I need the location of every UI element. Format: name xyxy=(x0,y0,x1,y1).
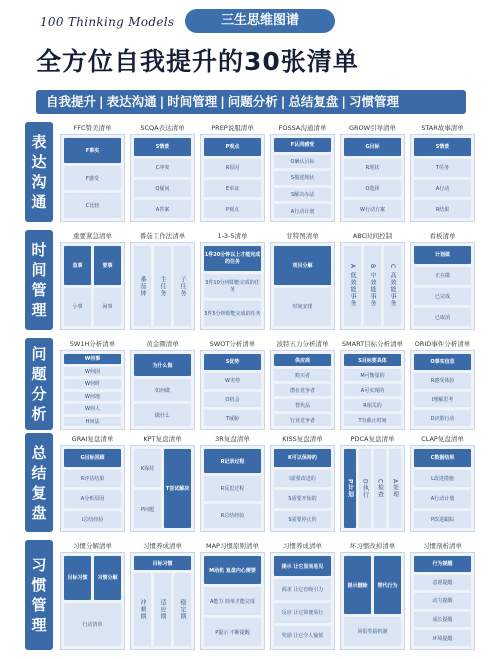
list-item: O机会 xyxy=(204,392,261,408)
card-body xyxy=(410,445,475,532)
card-title: 习惯分解清单 xyxy=(73,542,112,550)
list-item: A能力 简单才能完成 xyxy=(204,587,261,615)
checklist-card xyxy=(340,230,405,330)
cards-grid xyxy=(60,122,475,222)
card-title: 重要紧急清单 xyxy=(73,232,112,240)
section-2 xyxy=(25,338,475,430)
list-item: S需要开始的 xyxy=(274,490,331,508)
list-item: R评估结果 xyxy=(64,470,121,488)
card-body xyxy=(200,134,265,222)
card-body xyxy=(340,350,405,430)
card-column xyxy=(134,449,161,528)
card-body xyxy=(60,134,125,222)
checklist-card xyxy=(200,540,265,650)
list-item: 替代行为 xyxy=(374,556,401,614)
banner-item: 总结复盘 xyxy=(288,94,339,109)
section-label-char: 问 xyxy=(31,345,47,363)
list-item: 时间安排 xyxy=(274,288,331,327)
page-title: 全方位自我提升的30张清单 xyxy=(36,47,359,76)
card-body xyxy=(270,134,335,222)
checklist-card xyxy=(340,540,405,650)
cards-grid xyxy=(60,338,475,430)
list-item: P计划 xyxy=(344,449,356,528)
section-label-char: 分 xyxy=(31,385,47,403)
section-label-char: 理 xyxy=(31,301,47,319)
list-item: R结果 xyxy=(414,200,471,218)
card-row xyxy=(64,246,121,285)
list-item: 稳定期 xyxy=(174,573,191,646)
list-item: W何事 xyxy=(64,354,121,364)
list-item: 行为提醒 xyxy=(414,556,471,572)
section-label-char: 题 xyxy=(31,365,47,383)
section-label xyxy=(25,540,53,650)
section-3 xyxy=(25,433,475,532)
list-item: C 高效能事务 xyxy=(384,246,401,326)
section-label-char: 管 xyxy=(31,281,47,299)
list-item: M动机 复盘内心需要 xyxy=(204,556,261,584)
card-row xyxy=(344,449,401,528)
list-item: 子任务 xyxy=(174,246,191,326)
list-item: C检查 xyxy=(374,449,386,528)
checklist-card xyxy=(200,338,265,430)
section-label xyxy=(25,230,53,330)
list-item: W何地 xyxy=(64,392,121,402)
card-title: GRAI复盘清单 xyxy=(71,435,114,443)
category-banner xyxy=(36,90,466,114)
card-title: SMART目标分析清单 xyxy=(341,340,404,348)
list-item: T威胁 xyxy=(204,410,261,426)
list-item: P提示 不断提醒 xyxy=(204,618,261,646)
list-item: Q疑问 xyxy=(134,180,191,198)
list-item: G目标回顾 xyxy=(64,449,121,467)
card-body xyxy=(340,134,405,222)
list-item: R原因 xyxy=(204,159,261,177)
card-title: 黄金圈清单 xyxy=(146,340,179,348)
section-label-char: 沟 xyxy=(31,173,47,191)
card-title: 看板清单 xyxy=(429,232,456,240)
card-title: 习惯养成清单 xyxy=(283,542,322,550)
banner-separator: | xyxy=(99,94,104,109)
list-item: 闲事 xyxy=(94,288,121,327)
card-title: 习惯养成清单 xyxy=(143,542,182,550)
list-item: 提示删除 xyxy=(344,556,371,614)
card-body xyxy=(60,242,125,330)
card-title: 5W1H分析清单 xyxy=(69,340,116,348)
list-item: R感受体验 xyxy=(414,373,471,389)
section-label-char: 析 xyxy=(31,405,47,423)
card-title: PDCA复盘清单 xyxy=(350,435,395,443)
banner-item: 时间管理 xyxy=(167,94,218,109)
card-title: 1-3-5清单 xyxy=(217,232,248,240)
list-item: W劣势 xyxy=(204,373,261,389)
checklist-card xyxy=(410,433,475,532)
list-item: A行动计划 xyxy=(414,490,471,508)
list-item: 番茄钟 xyxy=(134,246,151,326)
checklist-card xyxy=(410,338,475,430)
list-item: 奖励 让它令人愉悦 xyxy=(274,626,331,646)
list-item: 行动清单 xyxy=(64,603,121,647)
list-item: I总结经验 xyxy=(64,511,121,529)
cards-grid xyxy=(60,433,475,532)
list-item: P观点 xyxy=(204,138,261,156)
banner-separator: | xyxy=(220,94,225,109)
checklist-card xyxy=(60,540,125,650)
card-body xyxy=(200,350,265,430)
list-item: 已完成 xyxy=(414,288,471,306)
list-item: 为什么做 xyxy=(134,354,191,376)
section-label-char: 总 xyxy=(31,443,47,462)
card-title: 坏习惯改掉清单 xyxy=(349,542,396,550)
list-item: R记录过程 xyxy=(204,449,261,473)
list-item: B 中效能事务 xyxy=(364,246,381,326)
list-item: O事实信息 xyxy=(414,354,471,370)
card-title: 甘特图清单 xyxy=(286,232,319,240)
list-item: 目标习惯 xyxy=(134,556,191,570)
list-item: R相关的 xyxy=(344,399,401,411)
banner-separator: | xyxy=(280,94,286,109)
banner-item: 习惯管理 xyxy=(348,94,399,109)
card-title: FFC赞美清单 xyxy=(73,124,112,132)
checklist-card xyxy=(270,230,335,330)
list-item: 5件5分钟即能完成的任务 xyxy=(204,301,261,326)
list-item: 主任务 xyxy=(154,246,171,326)
card-body xyxy=(410,134,475,222)
list-item: S目标要具体 xyxy=(344,354,401,366)
logo: 100 Thinking Models xyxy=(40,15,175,29)
list-item: I理解思考 xyxy=(414,392,471,408)
card-title: PREP说服清单 xyxy=(211,124,254,132)
card-body xyxy=(60,350,125,430)
list-item: 习惯分解 xyxy=(94,556,121,600)
list-item: K可以保持的 xyxy=(274,449,331,467)
card-body xyxy=(200,445,265,532)
list-item: C比较 xyxy=(64,193,121,218)
list-item: 反应 让它简便易行 xyxy=(274,603,331,623)
list-item: D执行 xyxy=(359,449,371,528)
list-item: S解决办法 xyxy=(274,188,331,202)
card-body xyxy=(410,350,475,430)
section-label xyxy=(25,433,53,532)
list-item: 要事 xyxy=(94,246,121,285)
list-item: A 低效能事务 xyxy=(344,246,361,326)
list-item: 1件20分钟以上才能完成的任务 xyxy=(204,246,261,271)
section-1 xyxy=(25,230,475,330)
card-body xyxy=(340,445,405,532)
list-item: S情景 xyxy=(414,138,471,156)
list-item: O选择 xyxy=(344,180,401,198)
card-title: ABC时间控制 xyxy=(352,232,393,240)
list-item: 意愿提醒 xyxy=(414,575,471,591)
banner-separator: | xyxy=(159,94,165,109)
list-item: A可实现的 xyxy=(344,384,401,396)
section-label-char: 结 xyxy=(31,463,47,482)
section-label-char: 表 xyxy=(31,133,47,151)
card-title: 波特五力分析清单 xyxy=(276,340,329,348)
card-body xyxy=(270,350,335,430)
list-item: 供应商 xyxy=(274,354,331,366)
banner-item: 表达沟通 xyxy=(106,94,157,109)
card-body xyxy=(60,552,125,650)
card-title: ORID事件分析清单 xyxy=(414,340,471,348)
card-row xyxy=(344,556,401,614)
card-body xyxy=(410,242,475,330)
list-item: A分析原因 xyxy=(64,490,121,508)
list-item: T尝试解决 xyxy=(164,449,191,528)
list-item: 做什么 xyxy=(134,404,191,426)
card-row xyxy=(64,556,121,600)
card-body xyxy=(200,242,265,330)
list-item: S需要停止的 xyxy=(274,511,331,529)
card-row xyxy=(134,246,191,326)
checklist-card xyxy=(340,338,405,430)
list-item: 行业竞争者 xyxy=(274,414,331,426)
card-title: KPT复盘清单 xyxy=(143,435,182,443)
checklist-card xyxy=(60,338,125,430)
list-item: 3件10分钟即能完成的任务 xyxy=(204,274,261,299)
list-item: 环境提醒 xyxy=(414,630,471,646)
list-item: 正在做 xyxy=(414,267,471,285)
checklist-card xyxy=(130,433,195,532)
list-item: 适应期 xyxy=(154,573,171,646)
list-item: 已取消 xyxy=(414,308,471,326)
section-label-char: 复 xyxy=(31,483,47,502)
checklist-card xyxy=(270,338,335,430)
section-label xyxy=(25,122,53,222)
checklist-card xyxy=(410,122,475,222)
list-item: 急事 xyxy=(64,246,91,285)
checklist-card xyxy=(200,122,265,222)
checklist-card xyxy=(130,540,195,650)
card-title: 习惯剖析清单 xyxy=(423,542,462,550)
list-item: D决策行动 xyxy=(414,410,471,426)
card-body xyxy=(410,552,475,650)
list-item: 提示 让它显而易见 xyxy=(274,556,331,576)
section-label-char: 惯 xyxy=(31,576,47,594)
section-label-char: 习 xyxy=(31,556,47,574)
checklist-card xyxy=(340,433,405,532)
checklist-card xyxy=(270,540,335,650)
list-item: S优势 xyxy=(204,354,261,370)
list-item: 潜在竞争者 xyxy=(274,384,331,396)
list-item: T任务 xyxy=(414,159,471,177)
list-item: C冲突 xyxy=(134,159,191,177)
list-item: S情景 xyxy=(134,138,191,156)
list-item: 冲刺期 xyxy=(134,573,151,646)
section-4 xyxy=(25,540,475,650)
cards-grid xyxy=(60,540,475,650)
checklist-card xyxy=(130,338,195,430)
list-item: A行动 xyxy=(414,180,471,198)
list-item: R总结经验 xyxy=(204,504,261,528)
section-label-char: 间 xyxy=(31,261,47,279)
list-item: W何时 xyxy=(64,379,121,389)
list-item: P问题 xyxy=(134,490,161,528)
checklist-card xyxy=(410,540,475,650)
card-row xyxy=(134,573,191,646)
card-body xyxy=(130,445,195,532)
card-row xyxy=(64,288,121,327)
list-item: W行动方案 xyxy=(344,200,401,218)
list-item: 如何做 xyxy=(134,379,191,401)
list-item: I需要改进的 xyxy=(274,470,331,488)
card-title: GROW引导清单 xyxy=(348,124,397,132)
card-title: SCQA表达清单 xyxy=(140,124,185,132)
checklist-card xyxy=(60,433,125,532)
card-body xyxy=(60,445,125,532)
list-item: O确认目标 xyxy=(274,155,331,169)
banner-item: 问题分析 xyxy=(227,94,278,109)
list-item: S描述现状 xyxy=(274,171,331,185)
section-label-char: 通 xyxy=(31,193,47,211)
list-item: 渴求 让它有吸引力 xyxy=(274,579,331,599)
checklist-card xyxy=(200,230,265,330)
card-body xyxy=(130,350,195,430)
list-item: L改进措施 xyxy=(414,470,471,488)
list-item: T有截止时间 xyxy=(344,414,401,426)
banner-separator: | xyxy=(341,94,346,109)
list-item: F事实 xyxy=(64,138,121,163)
checklist-card xyxy=(130,230,195,330)
card-row xyxy=(344,246,401,326)
list-item: F认同感受 xyxy=(274,138,331,152)
section-label-char: 时 xyxy=(31,241,47,259)
cards-grid xyxy=(60,230,475,330)
list-item: 小事 xyxy=(64,288,91,327)
list-item: G目标 xyxy=(344,138,401,156)
list-item: 购买者 xyxy=(274,369,331,381)
list-item: A处理 xyxy=(389,449,401,528)
card-body xyxy=(200,552,265,650)
card-body xyxy=(270,552,335,650)
section-label-char: 盘 xyxy=(31,503,47,522)
list-item: E举证 xyxy=(204,180,261,198)
list-item: K保持 xyxy=(134,449,161,487)
section-label-char: 管 xyxy=(31,596,47,614)
section-0 xyxy=(25,122,475,222)
section-label-char: 理 xyxy=(31,616,47,634)
header xyxy=(0,0,500,120)
card-title: STAR故事清单 xyxy=(421,124,464,132)
list-item: 目标习惯 xyxy=(64,556,91,600)
checklist-card xyxy=(270,122,335,222)
card-title: 3R复盘清单 xyxy=(215,435,250,443)
card-title: 番茄工作法清单 xyxy=(139,232,186,240)
card-body xyxy=(130,242,195,330)
list-item: H何法 xyxy=(64,417,121,427)
list-item: R反思过程 xyxy=(204,476,261,500)
checklist-card xyxy=(410,230,475,330)
list-item: 计划做 xyxy=(414,246,471,264)
list-item: F感受 xyxy=(64,166,121,191)
list-item: M可衡量的 xyxy=(344,369,401,381)
section-label xyxy=(25,338,53,430)
card-body xyxy=(130,134,195,222)
card-body xyxy=(130,552,195,650)
card-body xyxy=(270,242,335,330)
list-item: A行动计划 xyxy=(274,204,331,218)
brand-pill: 三生思维图谱 xyxy=(185,9,335,33)
list-item: 项目分解 xyxy=(274,246,331,285)
list-item: 动力提醒 xyxy=(414,593,471,609)
card-title: SWOT分析清单 xyxy=(209,340,256,348)
card-title: MAP习惯原则清单 xyxy=(206,542,259,550)
checklist-card xyxy=(60,122,125,222)
list-item: W何因 xyxy=(64,367,121,377)
list-item: 成长提醒 xyxy=(414,612,471,628)
card-body xyxy=(340,242,405,330)
checklist-card xyxy=(270,433,335,532)
card-row xyxy=(134,449,191,528)
banner-item: 自我提升 xyxy=(46,94,97,109)
card-title: CLAP复盘清单 xyxy=(421,435,464,443)
list-item: P改进跟踪 xyxy=(414,511,471,529)
list-item: W何人 xyxy=(64,404,121,414)
card-title: KISS复盘清单 xyxy=(282,435,323,443)
list-item: C数据结果 xyxy=(414,449,471,467)
list-item: 替代品 xyxy=(274,399,331,411)
card-title: FOSSA沟通清单 xyxy=(278,124,327,132)
list-item: 回报奖励机制 xyxy=(344,617,401,646)
list-item: A答案 xyxy=(134,200,191,218)
checklist-card xyxy=(200,433,265,532)
card-body xyxy=(340,552,405,650)
checklist-card xyxy=(60,230,125,330)
card-body xyxy=(270,445,335,532)
section-label-char: 达 xyxy=(31,153,47,171)
list-item: R现状 xyxy=(344,159,401,177)
list-item: P观点 xyxy=(204,200,261,218)
checklist-card xyxy=(340,122,405,222)
checklist-card xyxy=(130,122,195,222)
